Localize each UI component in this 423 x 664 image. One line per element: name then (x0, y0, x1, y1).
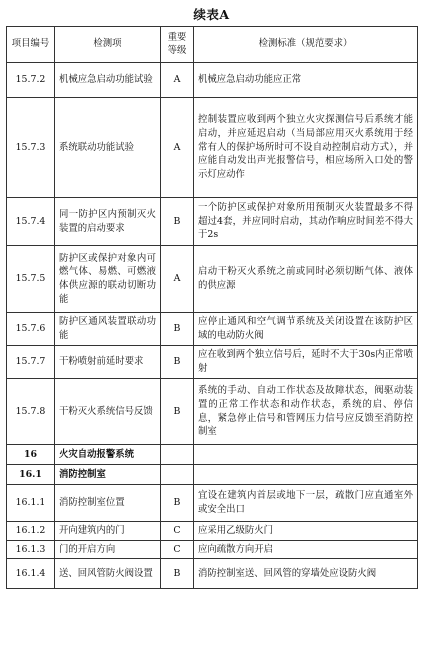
cell-item-id: 15.7.7 (7, 346, 55, 379)
cell-check-item: 消防控制室 (55, 465, 161, 485)
header-importance-level: 重要等级 (161, 27, 194, 63)
cell-check-item: 门的开启方向 (55, 540, 161, 559)
cell-importance-level: B (161, 559, 194, 589)
cell-item-id: 16.1.2 (7, 522, 55, 541)
cell-standard: 应在收到两个独立信号后，延时不大于30s内正常喷射 (194, 346, 418, 379)
cell-item-id: 15.7.5 (7, 246, 55, 313)
cell-item-id: 15.7.3 (7, 98, 55, 198)
cell-standard: 控制装置应收到两个独立火灾探测信号后系统才能启动，并应延迟启动（当局部应用灭火系统用于经常有人的保护场所时可不设自动控制启动方式），并应能自动发出声光报警信号，相应场所入口处的警示灯应动作 (194, 98, 418, 198)
cell-importance-level: A (161, 98, 194, 198)
cell-importance-level: A (161, 246, 194, 313)
cell-importance-level: A (161, 63, 194, 98)
table-row (7, 522, 418, 541)
cell-importance-level (161, 465, 194, 485)
cell-standard: 应停止通风和空气调节系统及关闭设置在该防护区域的电动防火阀 (194, 313, 418, 346)
cell-standard: 消防控制室送、回风管的穿墙处应设防火阀 (194, 559, 418, 589)
table-header-row (7, 27, 418, 63)
cell-standard: 应向疏散方向开启 (194, 540, 418, 559)
cell-check-item: 干粉灭火系统信号反馈 (55, 379, 161, 445)
cell-check-item: 开向建筑内的门 (55, 522, 161, 541)
cell-importance-level (161, 445, 194, 465)
cell-check-item: 火灾自动报警系统 (55, 445, 161, 465)
cell-standard: 系统的手动、自动工作状态及故障状态，阀驱动装置的正常工作状态和动作状态，系统的启、停信息，紧急停止信号和管网压力信号应反馈至消防控制室 (194, 379, 418, 445)
cell-importance-level: B (161, 313, 194, 346)
cell-standard: 机械应急启动功能应正常 (194, 63, 418, 98)
cell-importance-level: B (161, 198, 194, 246)
cell-importance-level: B (161, 346, 194, 379)
table-row (7, 485, 418, 522)
cell-check-item: 系统联动功能试验 (55, 98, 161, 198)
cell-standard (194, 445, 418, 465)
cell-item-id: 16 (7, 445, 55, 465)
cell-check-item: 防护区通风装置联动功能 (55, 313, 161, 346)
cell-importance-level: C (161, 522, 194, 541)
cell-item-id: 16.1.4 (7, 559, 55, 589)
cell-item-id: 16.1 (7, 465, 55, 485)
cell-item-id: 15.7.6 (7, 313, 55, 346)
cell-item-id: 15.7.2 (7, 63, 55, 98)
table-row (7, 346, 418, 379)
table-row (7, 98, 418, 198)
table-row (7, 540, 418, 559)
header-item-id: 项目编号 (7, 27, 55, 63)
cell-standard: 一个防护区或保护对象所用预制灭火装置最多不得超过4套，并应同时启动，其动作响应时间差不得大于2s (194, 198, 418, 246)
section-row (7, 445, 418, 465)
section-row (7, 465, 418, 485)
cell-check-item: 消防控制室位置 (55, 485, 161, 522)
cell-importance-level: B (161, 485, 194, 522)
cell-check-item: 同一防护区内预制灭火装置的启动要求 (55, 198, 161, 246)
header-check-item: 检测项 (55, 27, 161, 63)
page-title: 续表A (193, 7, 230, 22)
cell-standard (194, 465, 418, 485)
table-row (7, 198, 418, 246)
table-row (7, 313, 418, 346)
cell-item-id: 16.1.1 (7, 485, 55, 522)
table-row (7, 63, 418, 98)
cell-check-item: 机械应急启动功能试验 (55, 63, 161, 98)
cell-check-item: 防护区或保护对象内可燃气体、易燃、可燃液体供应源的联动切断功能 (55, 246, 161, 313)
cell-check-item: 送、回风管防火阀设置 (55, 559, 161, 589)
cell-item-id: 15.7.8 (7, 379, 55, 445)
cell-item-id: 16.1.3 (7, 540, 55, 559)
header-standard: 检测标准（规范要求） (194, 27, 418, 63)
cell-standard: 应采用乙级防火门 (194, 522, 418, 541)
cell-importance-level: C (161, 540, 194, 559)
inspection-standards-table (6, 26, 418, 589)
cell-item-id: 15.7.4 (7, 198, 55, 246)
table-row (7, 559, 418, 589)
cell-check-item: 干粉喷射前延时要求 (55, 346, 161, 379)
cell-standard: 启动干粉灭火系统之前或同时必须切断气体、液体的供应源 (194, 246, 418, 313)
table-row (7, 246, 418, 313)
cell-importance-level: B (161, 379, 194, 445)
cell-standard: 宜设在建筑内首层或地下一层，疏散门应直通室外或安全出口 (194, 485, 418, 522)
table-row (7, 379, 418, 445)
